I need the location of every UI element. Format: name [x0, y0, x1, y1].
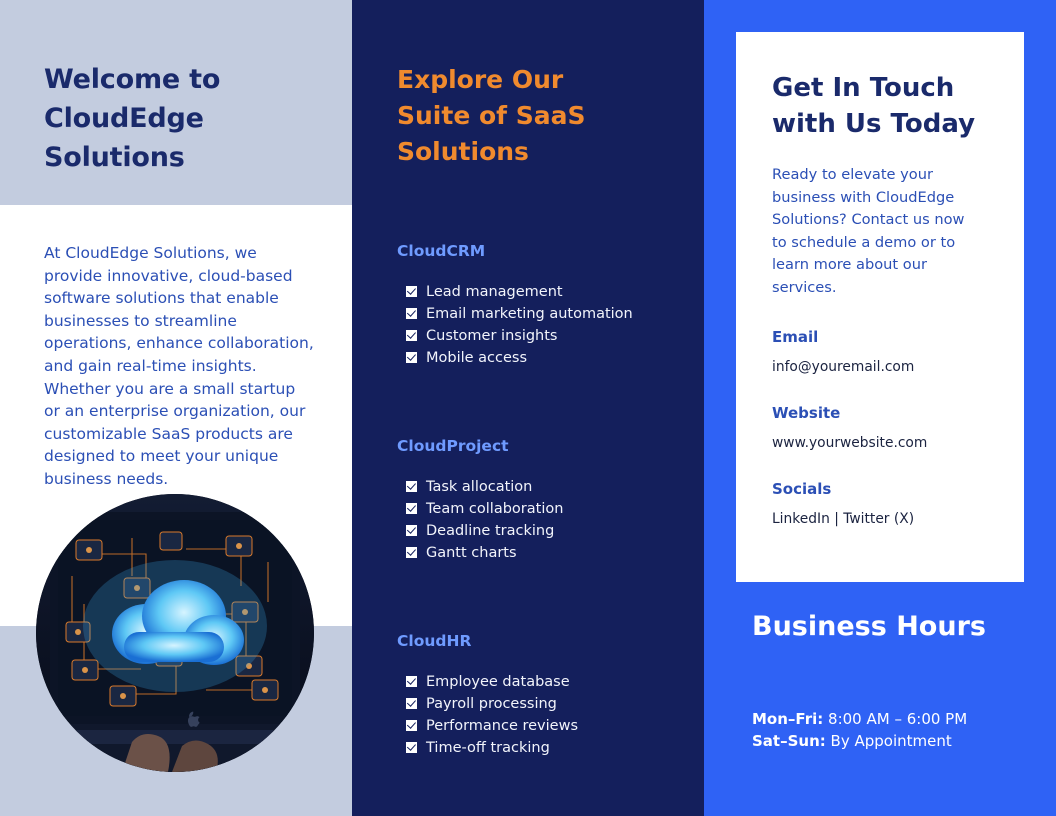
business-hours-title: Business Hours: [752, 611, 986, 642]
business-hours-list: [752, 708, 1032, 752]
socials-label: Socials: [772, 479, 832, 498]
feature-label: Email marketing automation: [426, 306, 633, 322]
list-item: [397, 543, 687, 563]
panel-contact: [704, 0, 1056, 816]
check-icon: [406, 330, 417, 341]
feature-list: [397, 282, 687, 368]
feature-label: Employee database: [426, 674, 570, 690]
feature-label: Gantt charts: [426, 545, 517, 561]
check-icon: [406, 720, 417, 731]
contact-title: Get In Touch with Us Today: [772, 73, 976, 139]
photo-illustration: [36, 494, 314, 772]
product-block-cloudhr: [397, 632, 687, 760]
feature-label: Payroll processing: [426, 696, 557, 712]
panel-welcome: [0, 0, 352, 816]
check-icon: [406, 525, 417, 536]
cloud-computing-photo: [36, 494, 314, 772]
check-icon: [406, 698, 417, 709]
hours-row: [752, 730, 1032, 752]
hours-row: [752, 708, 1032, 730]
list-item: [397, 326, 687, 346]
check-icon: [406, 352, 417, 363]
check-icon: [406, 676, 417, 687]
product-block-cloudproject: [397, 437, 687, 565]
list-item: [397, 348, 687, 368]
product-name: CloudCRM: [397, 242, 486, 260]
list-item: [397, 477, 687, 497]
feature-label: Deadline tracking: [426, 523, 555, 539]
email-label: Email: [772, 327, 819, 346]
product-block-cloudcrm: [397, 242, 687, 370]
check-icon: [406, 742, 417, 753]
contact-paragraph: Ready to elevate your business with CloudEdge Solutions? Contact us now to schedule a demo or to learn more about our services.: [772, 166, 965, 296]
explore-title: Explore Our Suite of SaaS Solutions: [397, 65, 586, 166]
feature-label: Time-off tracking: [426, 740, 550, 756]
welcome-title: Welcome to CloudEdge Solutions: [44, 64, 221, 173]
email-value[interactable]: info@youremail.com: [772, 358, 915, 375]
list-item: [397, 521, 687, 541]
list-item: [397, 499, 687, 519]
website-label: Website: [772, 403, 841, 422]
hours-days: Mon–Fri:: [752, 710, 824, 728]
feature-list: [397, 672, 687, 758]
product-name: CloudProject: [397, 437, 509, 455]
feature-label: Team collaboration: [426, 501, 564, 517]
feature-list: [397, 477, 687, 563]
check-icon: [406, 503, 417, 514]
list-item: [397, 694, 687, 714]
hours-time: By Appointment: [830, 732, 952, 750]
check-icon: [406, 286, 417, 297]
website-value[interactable]: www.yourwebsite.com: [772, 434, 928, 451]
list-item: [397, 282, 687, 302]
intro-paragraph: At CloudEdge Solutions, we provide innovative, cloud-based software solutions that enable businesses to streamline operations, enhance collaboration, and gain real-time insights. Whether you are a small startup or an enterprise organization, our customizable SaaS products are designed to meet your unique business needs.: [44, 244, 314, 488]
contact-card: [736, 32, 1024, 582]
socials-value[interactable]: LinkedIn | Twitter (X): [772, 510, 915, 527]
check-icon: [406, 308, 417, 319]
product-name: CloudHR: [397, 632, 472, 650]
check-icon: [406, 547, 417, 558]
feature-label: Lead management: [426, 284, 563, 300]
list-item: [397, 304, 687, 324]
hours-time: 8:00 AM – 6:00 PM: [828, 710, 968, 728]
list-item: [397, 738, 687, 758]
list-item: [397, 672, 687, 692]
hours-days: Sat–Sun:: [752, 732, 826, 750]
feature-label: Customer insights: [426, 328, 558, 344]
feature-label: Performance reviews: [426, 718, 579, 734]
panel-solutions: [352, 0, 704, 816]
feature-label: Mobile access: [426, 350, 528, 366]
check-icon: [406, 481, 417, 492]
list-item: [397, 716, 687, 736]
feature-label: Task allocation: [426, 479, 533, 495]
